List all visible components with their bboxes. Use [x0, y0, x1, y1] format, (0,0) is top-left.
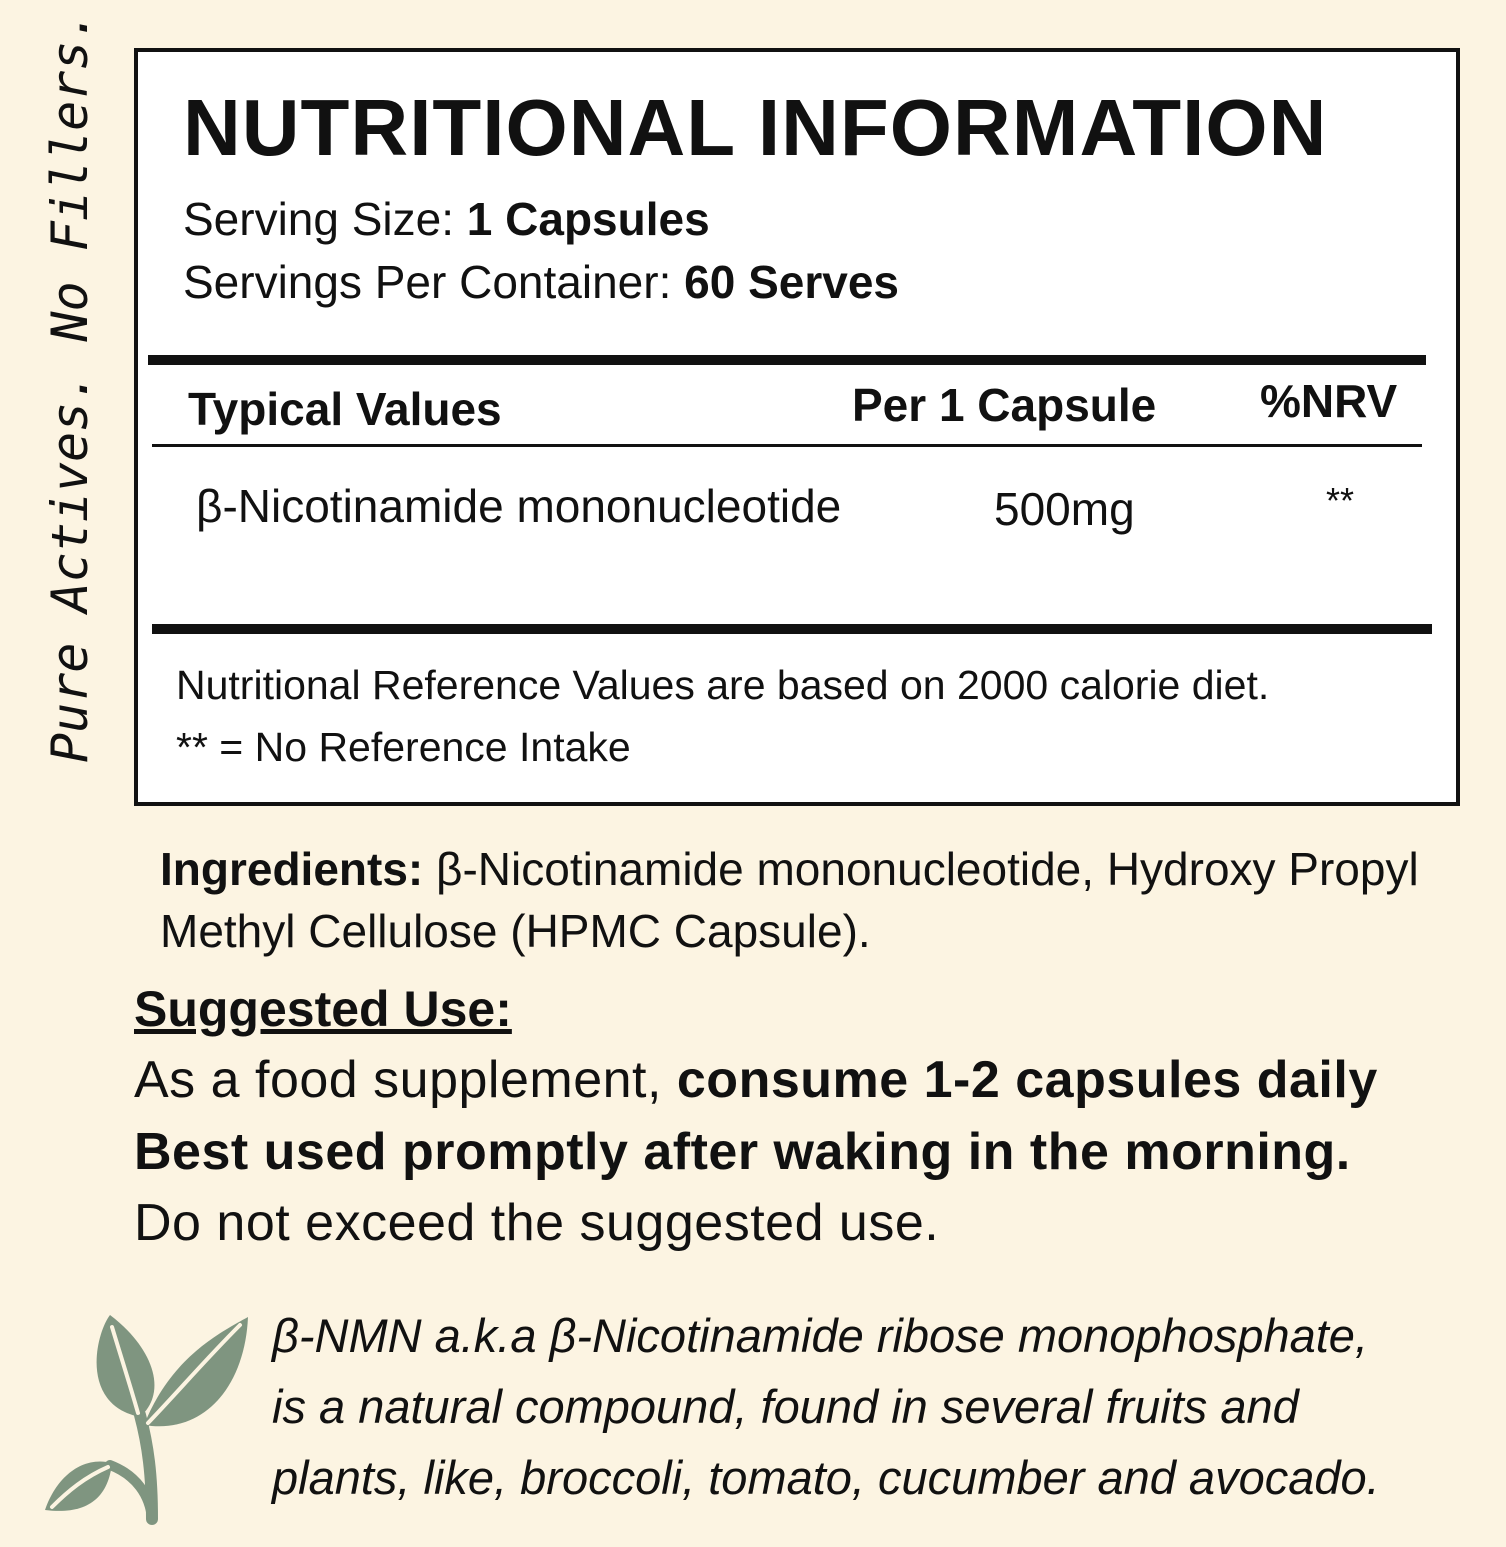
- leaf-sprout-icon: [40, 1305, 260, 1525]
- servings-per-container: [183, 255, 899, 309]
- nutrition-panel: [134, 48, 1460, 806]
- no-reference-note: ** = No Reference Intake: [176, 724, 631, 770]
- suggested-use-timing: Best used promptly after waking in the morning.: [134, 1123, 1351, 1181]
- suggested-use-title: Suggested Use:: [134, 981, 512, 1037]
- suggested-use-prefix: As a food supplement,: [134, 1051, 677, 1109]
- row-nutrient-name: β-Nicotinamide mononucleotide: [196, 480, 842, 532]
- fact-line-2: is a natural compound, found in several fruits and: [272, 1380, 1299, 1433]
- ingredients: [160, 838, 1460, 962]
- bottom-thick-divider: [152, 624, 1432, 634]
- nrv-note: Nutritional Reference Values are based on 2000 calorie diet.: [176, 662, 1270, 708]
- header-nrv: %NRV: [1260, 375, 1398, 427]
- suggested-use-line-1: [134, 1050, 1378, 1110]
- nmn-fact: [272, 1300, 1492, 1513]
- servings-per-container-label: Servings Per Container:: [183, 256, 685, 308]
- servings-per-container-value: 60 Serves: [684, 256, 900, 308]
- row-amount: 500mg: [994, 483, 1135, 535]
- row-nrv: **: [1326, 480, 1355, 521]
- suggested-use-line-2: [134, 1122, 1351, 1182]
- suggested-use-line-3: Do not exceed the suggested use.: [134, 1194, 940, 1252]
- serving-size: [183, 192, 710, 246]
- header-per-capsule: Per 1 Capsule: [852, 379, 1157, 431]
- fact-line-1: β-NMN a.k.a β-Nicotinamide ribose monophosphate,: [272, 1309, 1369, 1362]
- side-tagline: Pure Actives. No Fillers.: [41, 10, 99, 763]
- panel-title: NUTRITIONAL INFORMATION: [183, 83, 1328, 172]
- header-typical-values: Typical Values: [188, 383, 502, 435]
- fact-line-3: plants, like, broccoli, tomato, cucumber and avocado.: [272, 1451, 1380, 1504]
- ingredients-label: Ingredients:: [160, 843, 424, 895]
- serving-size-label: Serving Size:: [183, 193, 467, 245]
- ingredients-text: β-Nicotinamide mononucleotide, Hydroxy Propyl Methyl Cellulose (HPMC Capsule).: [160, 843, 1419, 957]
- suggested-use-dose: consume 1-2 capsules daily: [676, 1051, 1378, 1109]
- header-divider: [152, 444, 1422, 447]
- top-thick-divider: [148, 355, 1426, 365]
- serving-size-value: 1 Capsules: [466, 193, 710, 245]
